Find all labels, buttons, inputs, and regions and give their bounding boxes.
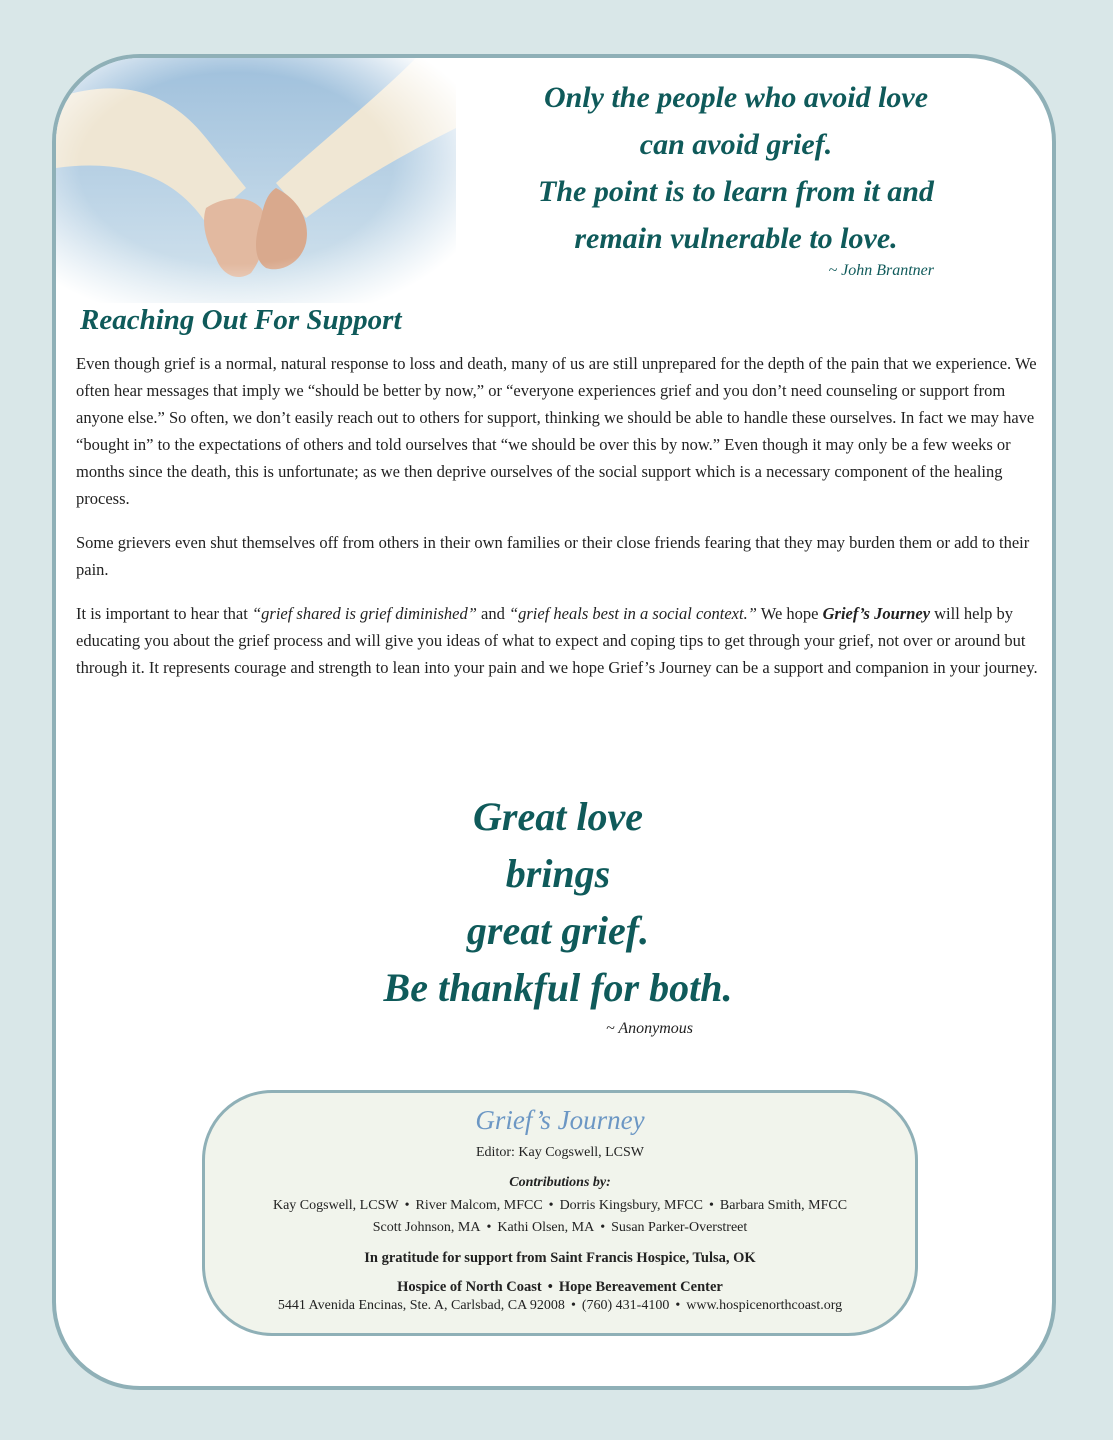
separator-dot: • [547,1279,553,1295]
contributor-name: Scott Johnson, MA [372,1220,481,1235]
big-quote-line: brings [505,851,611,896]
credits-box [202,1090,918,1336]
organization-line [205,1279,915,1296]
top-quote-attribution: ~ John Brantner [828,262,934,279]
p3-title: Grief’s Journey [822,604,931,623]
separator-dot: • [570,1298,576,1313]
big-quote-attribution: ~ Anonymous [606,1020,694,1037]
gratitude-line: In gratitude for support from Saint Francis Hospice, Tulsa, OK [364,1250,756,1266]
top-quote-line: can avoid grief. [639,128,833,161]
contributors-row-1 [205,1195,915,1217]
paragraph-2: Some grievers even shut themselves off from others in their own families or their close friends fearing that they may burden them or add to their pain. [76,533,1030,579]
p3-text-b: and [476,604,509,623]
p3-text-c: We hope [756,604,823,623]
contributor-name: Kay Cogswell, LCSW [272,1198,399,1213]
contributors [205,1195,915,1239]
separator-dot: • [708,1198,714,1213]
top-quote-line: Only the people who avoid love [543,81,929,114]
paragraph-3 [76,600,1038,681]
editor-line: Editor: Kay Cogswell, LCSW [476,1145,644,1160]
contributors-row-2 [205,1217,915,1239]
top-quote-line: remain vulnerable to love. [574,222,898,255]
p3-quote-2: “grief heals best in a social context.” [508,604,757,623]
p3-text-d: will help by educating you about the grief process and will give you ideas of what to expect and coping tips to get through your grief, not over or around but through it. It represents courage and strength to lean into your pain and we hope Grief’s Journey can be a support and companion in your journey. [76,604,1038,677]
separator-dot: • [404,1198,410,1213]
big-quote-line: Great love [473,794,643,839]
contributions-label: Contributions by: [509,1175,611,1190]
contributor-name: Kathi Olsen, MA [497,1220,595,1235]
contributor-name: River Malcom, MFCC [415,1198,543,1213]
website-link[interactable]: www.hospicenorthcoast.org [686,1298,843,1313]
street-address: 5441 Avenida Encinas, Ste. A, Carlsbad, CA 92008 [277,1298,565,1313]
top-quote [496,74,976,262]
top-quote-line: The point is to learn from it and [538,175,934,208]
big-quote-line: great grief. [466,908,650,953]
big-quote-line: Be thankful for both. [383,965,733,1010]
phone-number: (760) 431-4100 [581,1298,670,1313]
separator-dot: • [675,1298,681,1313]
contributor-name: Dorris Kingsbury, MFCC [559,1198,703,1213]
article-body [76,350,1038,698]
p3-text-a: It is important to hear that [76,604,252,623]
article-heading: Reaching Out For Support [80,304,402,336]
paragraph-1: Even though grief is a normal, natural response to loss and death, many of us are still unprepared for the depth of the pain that we experience. We often hear messages that imply we “should be better by now,” or “everyone experiences grief and you don’t need counseling or support from anyone else.” So often, we don’t easily reach out to others for support, thinking we should be able to handle these ourselves. In fact we may have “bought in” to the expectations of others and told ourselves that “we should be over this by now.” Even though it may only be a few weeks or months since the death, this is unfortunate; as we then deprive ourselves of the social support which is a necessary component of the healing process. [76,354,1037,508]
organization-name: Hope Bereavement Center [558,1279,723,1295]
separator-dot: • [486,1220,492,1235]
organization-name: Hospice of North Coast [397,1279,542,1295]
page-card [52,54,1056,1390]
big-quote [56,788,1056,1016]
p3-quote-1: “grief shared is grief diminished” [251,604,477,623]
contributor-name: Barbara Smith, MFCC [719,1198,848,1213]
separator-dot: • [548,1198,554,1213]
holding-hands-photo [56,58,456,303]
address-line [205,1298,915,1314]
credits-title: Grief’s Journey [475,1105,645,1135]
separator-dot: • [600,1220,606,1235]
contributor-name: Susan Parker-Overstreet [611,1220,748,1235]
